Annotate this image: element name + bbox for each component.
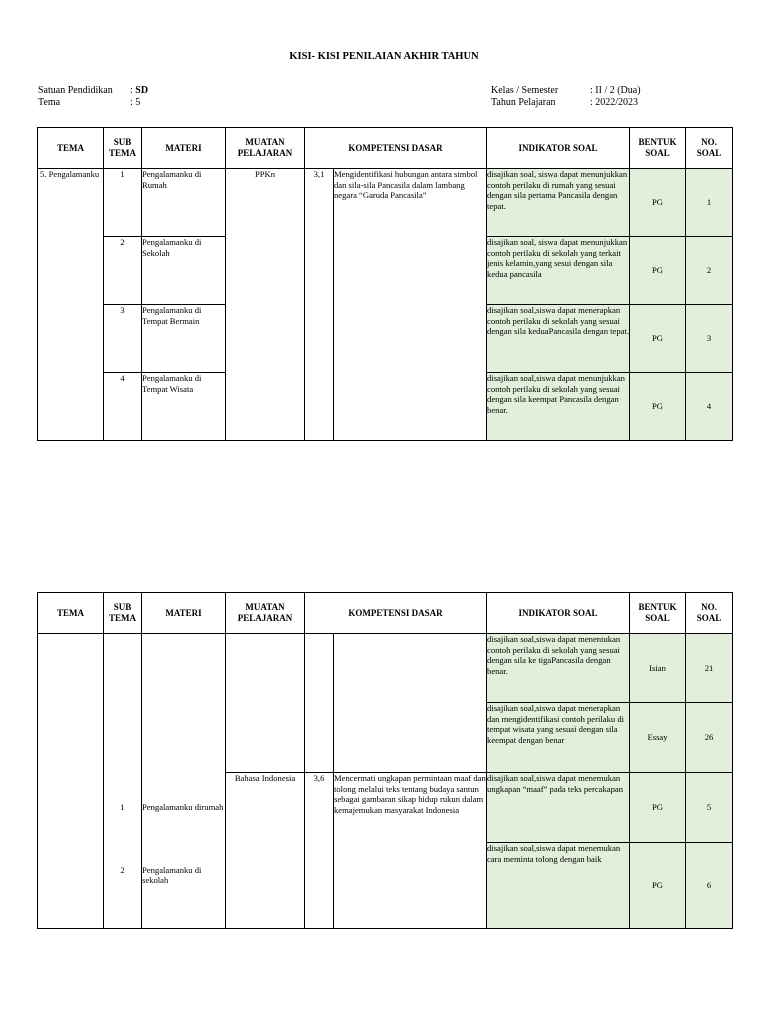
materi-cell	[142, 703, 226, 773]
materi-cell: Pengalamanku di Tempat Wisata	[142, 373, 226, 441]
muatan-cell: Bahasa Indonesia	[226, 773, 305, 929]
no-cell: 6	[686, 843, 733, 929]
indikator-cell: disajikan soal, siswa dapat menunjukkan contoh perilaku di sekolah yang terkait jenis kelamin,yang sesui dengan sila kedua pancasila	[487, 237, 630, 305]
header-tema: TEMA	[38, 128, 104, 169]
muatan-cell: PPKn	[226, 169, 305, 441]
header-no: NO. SOAL	[686, 128, 733, 169]
tema-cell: 5. Pengalamanku	[38, 169, 104, 441]
info-tema	[38, 97, 140, 109]
kisi-table-1	[37, 127, 733, 441]
materi-cell: Pengalamanku dirumah	[142, 773, 226, 843]
materi-cell: Pengalamanku di Sekolah	[142, 237, 226, 305]
indikator-cell: disajikan soal,siswa dapat menemukan cara meminta tolong dengan baik	[487, 843, 630, 929]
no-cell: 1	[686, 169, 733, 237]
indikator-cell: disajikan soal,siswa dapat menerapkan contoh perilaku di sekolah yang sesuai dengan sila keduaPancasila dengan tepat.	[487, 305, 630, 373]
bentuk-cell: PG	[630, 237, 686, 305]
bentuk-cell: PG	[630, 373, 686, 441]
no-cell: 2	[686, 237, 733, 305]
tema-value: : 5	[130, 97, 141, 108]
sub-tema-cell: 3	[104, 305, 142, 373]
satuan-value: SD	[135, 85, 149, 96]
muatan-cell	[226, 634, 305, 773]
info-satuan	[38, 85, 148, 97]
kd-text-cell	[334, 634, 487, 773]
kelas-label: Kelas / Semester	[491, 85, 559, 96]
satuan-colon: :	[130, 85, 133, 96]
header-sub-tema: SUB TEMA	[104, 128, 142, 169]
kisi-table-2	[37, 592, 733, 929]
materi-cell: Pengalamanku di Rumah	[142, 169, 226, 237]
kd-no-cell: 3,1	[305, 169, 334, 441]
table-header-row	[38, 593, 733, 634]
info-kelas	[491, 85, 641, 97]
header-bentuk: BENTUK SOAL	[630, 593, 686, 634]
table-row	[38, 169, 733, 237]
kelas-value: : II / 2 (Dua)	[590, 85, 641, 96]
satuan-label: Satuan Pendidikan	[38, 85, 113, 96]
header-muatan: MUATAN PELAJARAN	[226, 128, 305, 169]
sub-tema-cell	[104, 703, 142, 773]
tahun-label: Tahun Pelajaran	[491, 97, 556, 108]
bentuk-cell: PG	[630, 169, 686, 237]
tema-label: Tema	[38, 97, 61, 108]
sub-tema-cell: 2	[104, 843, 142, 929]
kd-no-cell: 3,6	[305, 773, 334, 929]
header-kd: KOMPETENSI DASAR	[305, 128, 487, 169]
tahun-value: : 2022/2023	[590, 97, 639, 108]
table-header-row	[38, 128, 733, 169]
header-sub-tema: SUB TEMA	[104, 593, 142, 634]
sub-tema-cell: 2	[104, 237, 142, 305]
bentuk-cell: Essay	[630, 703, 686, 773]
indikator-cell: disajikan soal,siswa dapat menentukan contoh perilaku di sekolah yang sesuai dengan sila ke tigaPancasila dengan benar.	[487, 634, 630, 703]
indikator-cell: disajikan soal,siswa dapat menemukan ungkapan “maaf” pada teks percakapan	[487, 773, 630, 843]
header-indikator: INDIKATOR SOAL	[487, 128, 630, 169]
indikator-cell: disajikan soal, siswa dapat menunjukkan contoh perilaku di rumah yang sesuai dengan sila pertama Pancasila dengan tepat.	[487, 169, 630, 237]
kd-text-cell: Mengidentifikasi hubungan antara simbol dan sila-sila Pancasila dalam lambang negara “Garuda Pancasila”	[334, 169, 487, 441]
table-row	[38, 773, 733, 843]
sub-tema-cell: 1	[104, 773, 142, 843]
header-kd: KOMPETENSI DASAR	[305, 593, 487, 634]
materi-cell	[142, 634, 226, 703]
header-materi: MATERI	[142, 128, 226, 169]
sub-tema-cell: 4	[104, 373, 142, 441]
no-cell: 26	[686, 703, 733, 773]
bentuk-cell: PG	[630, 305, 686, 373]
bentuk-cell: PG	[630, 843, 686, 929]
sub-tema-cell	[104, 634, 142, 703]
no-cell: 21	[686, 634, 733, 703]
no-cell: 3	[686, 305, 733, 373]
header-indikator: INDIKATOR SOAL	[487, 593, 630, 634]
materi-cell: Pengalamanku di Tempat Bermain	[142, 305, 226, 373]
tema-cell	[38, 634, 104, 929]
no-cell: 4	[686, 373, 733, 441]
sub-tema-cell: 1	[104, 169, 142, 237]
indikator-cell: disajikan soal,siswa dapat menerapkan dan mengidentifikasi contoh perilaku di tempat wisata yang sesuai dengan sila keempat dengan benar	[487, 703, 630, 773]
bentuk-cell: PG	[630, 773, 686, 843]
indikator-cell: disajikan soal,siswa dapat menunjukkan contoh perilaku di sekolah yang sesuai dengan sila keempat Pancasila dengan benar.	[487, 373, 630, 441]
table-row	[38, 634, 733, 703]
page-title: KISI- KISI PENILAIAN AKHIR TAHUN	[289, 51, 479, 62]
bentuk-cell: Isian	[630, 634, 686, 703]
info-tahun	[491, 97, 638, 109]
materi-cell: Pengalamanku di sekolah	[142, 843, 226, 929]
header-tema: TEMA	[38, 593, 104, 634]
kd-text-cell: Mencermati ungkapan permintaan maaf dan tolong melalui teks tentang budaya santun sebagai gambaran sikap hidup rukun dalam kemajemukan masyarakat Indonesia	[334, 773, 487, 929]
header-muatan: MUATAN PELAJARAN	[226, 593, 305, 634]
header-no: NO. SOAL	[686, 593, 733, 634]
no-cell: 5	[686, 773, 733, 843]
header-bentuk: BENTUK SOAL	[630, 128, 686, 169]
header-materi: MATERI	[142, 593, 226, 634]
kd-no-cell	[305, 634, 334, 773]
